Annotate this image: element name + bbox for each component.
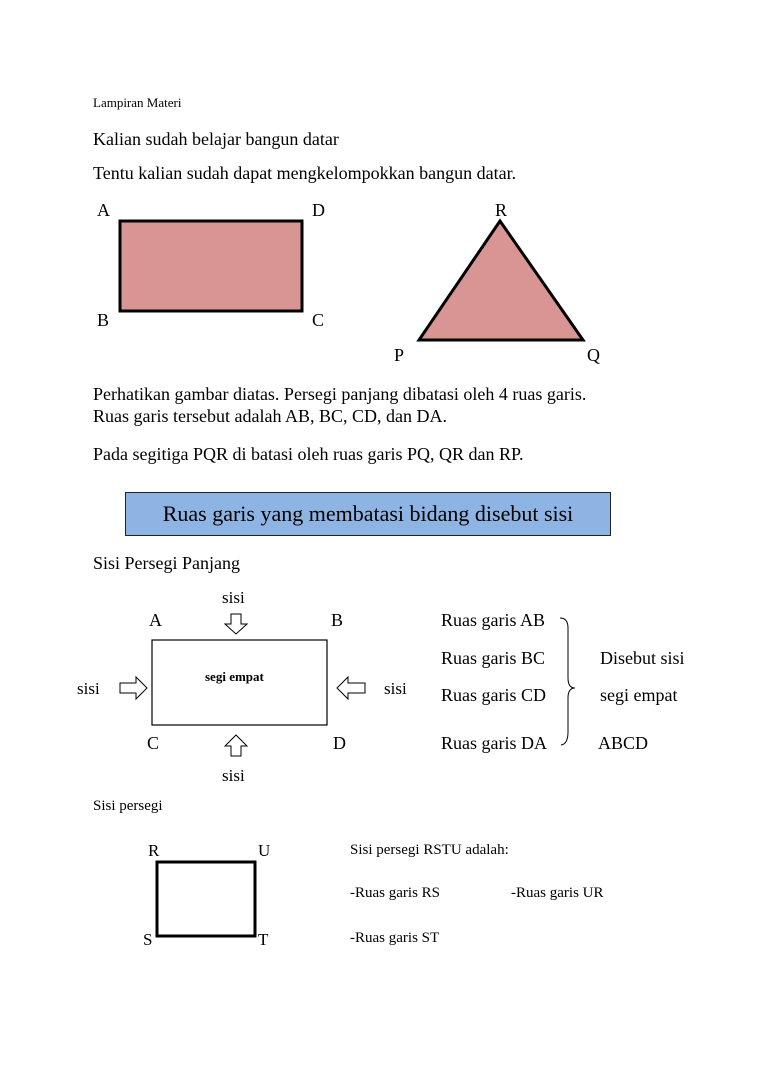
list-item: -Ruas garis UR bbox=[511, 885, 604, 901]
list-item: -Ruas garis RS bbox=[350, 885, 440, 901]
arrow-left-icon bbox=[337, 677, 365, 699]
list-item: -Ruas garis ST bbox=[350, 930, 440, 946]
segment-line: Ruas garis AB bbox=[441, 610, 546, 630]
side-label: sisi bbox=[384, 679, 407, 698]
label-p: P bbox=[394, 345, 405, 365]
side-label: sisi bbox=[222, 766, 245, 785]
label-s: S bbox=[143, 930, 153, 949]
intro-line: Kalian sudah belajar bangun datar bbox=[93, 129, 339, 149]
label-c: C bbox=[312, 310, 325, 330]
label-u: U bbox=[258, 841, 271, 860]
conclusion-line: Disebut sisi bbox=[600, 648, 685, 668]
curly-brace bbox=[560, 618, 575, 745]
arrow-right-icon bbox=[120, 677, 147, 699]
paragraph-line: Perhatikan gambar diatas. Persegi panjang dibatasi oleh 4 ruas garis. bbox=[93, 384, 587, 404]
segment-line: Ruas garis DA bbox=[441, 733, 547, 753]
side-label: sisi bbox=[222, 588, 245, 607]
arrow-down-icon bbox=[225, 614, 247, 634]
conclusion-line: segi empat bbox=[600, 685, 678, 705]
square-rstu bbox=[157, 862, 255, 936]
center-label: segi empat bbox=[205, 669, 264, 684]
section-title: Sisi Persegi Panjang bbox=[93, 553, 240, 573]
label-b: B bbox=[331, 610, 344, 630]
label-d: D bbox=[312, 200, 325, 220]
label-r: R bbox=[148, 841, 160, 860]
label-q: Q bbox=[587, 345, 600, 365]
arrow-up-icon bbox=[225, 735, 247, 756]
header-text: Lampiran Materi bbox=[93, 95, 182, 110]
paragraph-line: Pada segitiga PQR di batasi oleh ruas garis PQ, QR dan RP. bbox=[93, 444, 524, 464]
segment-line: Ruas garis BC bbox=[441, 648, 546, 668]
intro-line: Tentu kalian sudah dapat mengkelompokkan bangun datar. bbox=[93, 163, 517, 183]
list-heading: Sisi persegi RSTU adalah: bbox=[350, 842, 509, 858]
segment-line: Ruas garis CD bbox=[441, 685, 546, 705]
rectangle-abcd bbox=[120, 221, 302, 311]
conclusion-line: ABCD bbox=[598, 733, 649, 753]
definition-banner: Ruas garis yang membatasi bidang disebut sisi bbox=[125, 492, 611, 536]
paragraph-line: Ruas garis tersebut adalah AB, BC, CD, dan DA. bbox=[93, 406, 447, 426]
label-a: A bbox=[97, 200, 110, 220]
label-a: A bbox=[149, 610, 162, 630]
label-t: T bbox=[258, 930, 269, 949]
side-label: sisi bbox=[77, 679, 100, 698]
label-d: D bbox=[333, 733, 346, 753]
triangle-pqr bbox=[419, 221, 583, 340]
section-title: Sisi persegi bbox=[93, 798, 163, 814]
label-c: C bbox=[147, 733, 160, 753]
label-r: R bbox=[495, 200, 508, 220]
label-b: B bbox=[97, 310, 110, 330]
